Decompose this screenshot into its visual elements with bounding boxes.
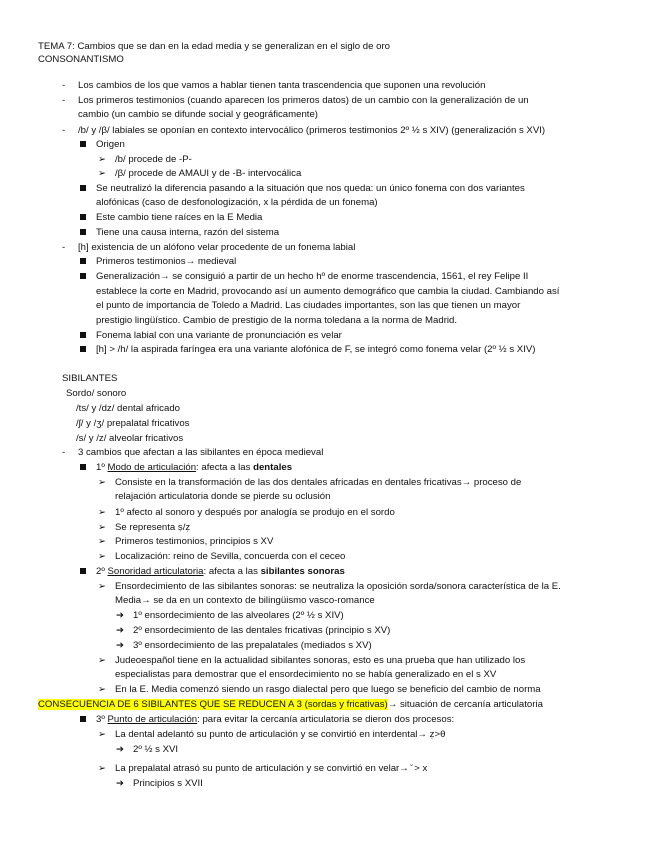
ordinal: 3º xyxy=(96,714,108,725)
arrow-right-icon: ➔ xyxy=(116,640,125,651)
list-item-continuation: Media→ se da en un contexto de bilingüismo vasco-romance xyxy=(115,595,375,606)
list-item: [h] > /h/ la aspirada faríngea era una variante alofónica de F, se integró como fonema velar (2º ½ s XIV) xyxy=(96,344,536,355)
ordinal: 2º xyxy=(96,566,108,577)
arrow-right-icon: ➔ xyxy=(116,778,125,789)
list-item: Fonema labial con una variante de pronunciación es velar xyxy=(96,330,342,341)
list-item: Se representa ṣ/ẓ xyxy=(115,522,191,533)
list-item: 1º afecto al sonoro y después por analogía se produjo en el sordo xyxy=(115,507,395,518)
dash-bullet: - xyxy=(62,80,66,91)
list-item: [h] existencia de un alófono velar procedente de un fonema labial xyxy=(78,242,356,253)
arrow-right-icon: ➔ xyxy=(116,625,125,636)
list-item-continuation: relajación articulatoria donde se pierde su oclusión xyxy=(115,491,331,502)
list-item-modo xyxy=(96,461,292,474)
list-item: Ensordecimiento de las sibilantes sonoras: se neutraliza la oposición sorda/sonora característica de la E. xyxy=(115,581,561,592)
list-item: 3 cambios que afectan a las sibilantes en época medieval xyxy=(78,447,324,458)
arrow-bullet-icon: ➢ xyxy=(98,729,107,740)
list-item-sonoridad xyxy=(96,565,345,578)
list-item: Judeoespañol tiene en la actualidad sibilantes sonoras, esto es una prueba que han utilizado los xyxy=(115,655,526,666)
highlighted-text: CONSECUENCIA DE 6 SIBILANTES QUE SE REDUCEN A 3 (sordas y fricativas) xyxy=(38,699,388,710)
list-item: Se neutralizó la diferencia pasando a la situación que nos queda: un único fonema con dos variantes xyxy=(96,183,525,194)
square-bullet xyxy=(80,182,86,195)
list-item: Origen xyxy=(96,139,125,150)
list-item: 3º ensordecimiento de las prepalatales (mediados s XV) xyxy=(133,640,372,651)
list-item: Primeros testimonios→ medieval xyxy=(96,256,237,267)
text: → situación de cercanía articulatoria xyxy=(387,699,543,710)
list-item: /b/ y /β/ labiales se oponían en contexto intervocálico (primeros testimonios 2º ½ s XIV) (generalización s XVI) xyxy=(78,125,546,136)
list-item-continuation: prestigio lingüístico. Cambio de prestigio de la norma toledana a la norma de Madrid. xyxy=(96,315,458,326)
square-bullet xyxy=(80,270,86,283)
list-item-continuation: cambio (un cambio se difunde social y geográficamente) xyxy=(78,109,318,120)
document-title: TEMA 7: Cambios que se dan en la edad media y se generalizan en el siglo de oro xyxy=(38,41,390,52)
list-item-continuation: especialistas para demostrar que el ensordecimiento no se había generalizado en el s XV xyxy=(115,669,497,680)
text-line: /ʃ/ y /ʒ/ prepalatal fricativos xyxy=(76,418,190,429)
section-heading-consonantismo: CONSONANTISMO xyxy=(38,54,124,65)
arrow-right-icon: ➔ xyxy=(116,744,125,755)
list-item: La prepalatal atrasó su punto de articulación y se convirtió en velar→ ̆ > x xyxy=(115,763,428,774)
arrow-bullet-icon: ➢ xyxy=(98,536,107,547)
list-item: Los primeros testimonios (cuando aparecen los primeros datos) de un cambio con la generalización de un xyxy=(78,95,529,106)
bold-term: sibilantes sonoras xyxy=(260,566,345,577)
underlined-term: Modo de articulación xyxy=(107,462,197,473)
text-line: /s/ y /z/ alveolar fricativos xyxy=(76,433,184,444)
list-item: La dental adelantó su punto de articulación y se convirtió en interdental→ ẓ>θ xyxy=(115,729,446,740)
text: : afecta a las xyxy=(203,566,261,577)
text: : para evitar la cercanía articulatoria se dieron dos procesos: xyxy=(197,714,455,725)
arrow-bullet-icon: ➢ xyxy=(98,168,107,179)
arrow-bullet-icon: ➢ xyxy=(98,763,107,774)
arrow-bullet-icon: ➢ xyxy=(98,551,107,562)
text-line: /ts/ y /dz/ dental africado xyxy=(76,403,180,414)
list-item-punto xyxy=(96,713,454,726)
ordinal: 1º xyxy=(96,462,108,473)
list-item: Tiene una causa interna, razón del sistema xyxy=(96,227,280,238)
square-bullet xyxy=(80,255,86,268)
list-item: Localización: reino de Sevilla, concuerda con el ceceo xyxy=(115,551,346,562)
square-bullet xyxy=(80,461,86,474)
dash-bullet: - xyxy=(62,125,66,136)
list-item-continuation: alofónicas (caso de desfonologización, x la pérdida de un fonema) xyxy=(96,197,378,208)
list-item: Este cambio tiene raíces en la E Media xyxy=(96,212,263,223)
list-item: /β/ procede de AMAUI y de -B- intervocálica xyxy=(115,168,302,179)
list-item-continuation: establece la corte en Madrid, provocando así un aumento demográfico que cambia la ciudad. Cambiando así xyxy=(96,286,560,297)
dash-bullet: - xyxy=(62,95,66,106)
square-bullet xyxy=(80,211,86,224)
square-bullet xyxy=(80,713,86,726)
arrow-bullet-icon: ➢ xyxy=(98,581,107,592)
list-item: Los cambios de los que vamos a hablar tienen tanta trascendencia que suponen una revolución xyxy=(78,80,486,91)
list-item-continuation: el punto de importancia de Toledo a Madrid. Las ciudades importantes, son las que tienen un mayor xyxy=(96,300,521,311)
list-item: Generalización→ se consiguió a partir de un hecho hº de enorme trascendencia, 1561, el rey Felipe II xyxy=(96,271,529,282)
list-item: En la E. Media comenzó siendo un rasgo dialectal pero que luego se beneficio del cambio de norma xyxy=(115,684,541,695)
underlined-term: Sonoridad articulatoria xyxy=(107,566,204,577)
square-bullet xyxy=(80,138,86,151)
list-item: 2º ½ s XVI xyxy=(133,744,179,755)
arrow-bullet-icon: ➢ xyxy=(98,684,107,695)
list-item: /b/ procede de -P- xyxy=(115,154,192,165)
arrow-bullet-icon: ➢ xyxy=(98,154,107,165)
underlined-term: Punto de articulación xyxy=(107,714,198,725)
list-item: 2º ensordecimiento de las dentales fricativas (principio s XV) xyxy=(133,625,391,636)
dash-bullet: - xyxy=(62,447,66,458)
section-heading-sibilantes: SIBILANTES xyxy=(62,373,118,384)
list-item: Consiste en la transformación de las dos dentales africadas en dentales fricativas→ proceso de xyxy=(115,477,522,488)
list-item: 1º ensordecimiento de las alveolares (2º ½ s XIV) xyxy=(133,610,344,621)
square-bullet xyxy=(80,226,86,239)
consecuencia-line xyxy=(38,698,543,711)
arrow-bullet-icon: ➢ xyxy=(98,655,107,666)
subheading: Sordo/ sonoro xyxy=(66,388,127,399)
square-bullet xyxy=(80,343,86,356)
list-item: Principios s XVII xyxy=(133,778,203,789)
dash-bullet: - xyxy=(62,242,66,253)
text: : afecta a las xyxy=(196,462,254,473)
list-item: Primeros testimonios, principios s XV xyxy=(115,536,274,547)
arrow-right-icon: ➔ xyxy=(116,610,125,621)
bold-term: dentales xyxy=(253,462,293,473)
arrow-bullet-icon: ➢ xyxy=(98,477,107,488)
square-bullet xyxy=(80,329,86,342)
square-bullet xyxy=(80,565,86,578)
arrow-bullet-icon: ➢ xyxy=(98,507,107,518)
arrow-bullet-icon: ➢ xyxy=(98,522,107,533)
